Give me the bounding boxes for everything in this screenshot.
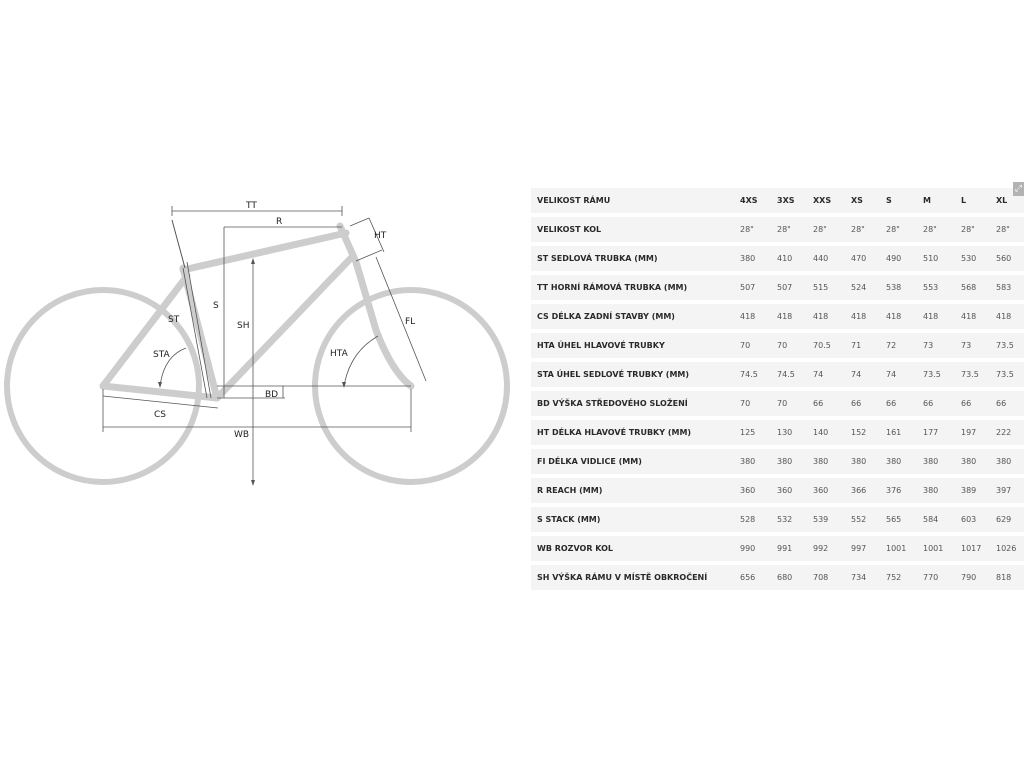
row-label: HT DÉLKA HLAVOVÉ TRUBKY (MM)	[537, 428, 692, 437]
table-cell: 507	[740, 283, 756, 292]
table-cell: 28"	[740, 225, 754, 234]
table-cell: 71	[851, 341, 862, 350]
table-cell: 629	[996, 515, 1012, 524]
table-cell: 565	[886, 515, 902, 524]
table-cell: 553	[923, 283, 939, 292]
table-cell: 1001	[886, 544, 907, 553]
table-cell: 418	[740, 312, 756, 321]
table-cell: 603	[961, 515, 977, 524]
table-cell: 418	[777, 312, 793, 321]
table-cell: 360	[813, 486, 829, 495]
row-label: HTA ÚHEL HLAVOVÉ TRUBKY	[537, 341, 665, 350]
table-cell: 74	[851, 370, 862, 379]
header-frame-size: VELIKOST RÁMU	[537, 196, 611, 205]
label-sta: STA	[153, 350, 170, 360]
table-cell: 70	[740, 399, 751, 408]
label-cs: CS	[154, 410, 166, 420]
table-cell: 470	[851, 254, 867, 263]
table-cell: 990	[740, 544, 756, 553]
table-cell: 73	[961, 341, 972, 350]
table-row	[531, 391, 1024, 416]
table-cell: 584	[923, 515, 939, 524]
expand-icon[interactable]: ⤢	[1014, 184, 1023, 194]
table-cell: 656	[740, 573, 756, 582]
table-cell: 380	[886, 457, 902, 466]
row-label: BD VÝŠKA STŘEDOVÉHO SLOŽENÍ	[537, 399, 688, 408]
table-cell: 70	[777, 341, 788, 350]
row-label: WB ROZVOR KOL	[537, 544, 614, 553]
table-cell: 539	[813, 515, 829, 524]
table-cell: 991	[777, 544, 793, 553]
table-cell: 73.5	[923, 370, 941, 379]
table-cell: 161	[886, 428, 902, 437]
label-st: ST	[168, 315, 180, 325]
table-cell: 74	[813, 370, 824, 379]
table-cell: 410	[777, 254, 793, 263]
table-cell: 380	[740, 457, 756, 466]
label-tt: TT	[246, 201, 257, 211]
table-cell: 397	[996, 486, 1012, 495]
table-row	[531, 304, 1024, 329]
table-cell: 73.5	[996, 341, 1014, 350]
table-cell: 66	[961, 399, 972, 408]
row-label: SH VÝŠKA RÁMU V MÍSTĚ OBKROČENÍ	[537, 573, 708, 582]
table-cell: 73.5	[996, 370, 1014, 379]
table-cell: 532	[777, 515, 793, 524]
table-row	[531, 275, 1024, 300]
table-cell: 70	[740, 341, 751, 350]
table-cell: 530	[961, 254, 977, 263]
header-size: 4XS	[740, 196, 758, 205]
table-cell: 752	[886, 573, 902, 582]
table-row	[531, 333, 1024, 358]
table-row	[531, 420, 1024, 445]
geometry-table-container	[531, 184, 1024, 594]
table-row	[531, 362, 1024, 387]
table-cell: 818	[996, 573, 1012, 582]
table-cell: 992	[813, 544, 829, 553]
table-cell: 66	[923, 399, 934, 408]
table-cell: 152	[851, 428, 867, 437]
row-label: STA ÚHEL SEDLOVÉ TRUBKY (MM)	[537, 370, 690, 379]
table-cell: 507	[777, 283, 793, 292]
table-cell: 528	[740, 515, 756, 524]
table-cell: 380	[851, 457, 867, 466]
table-row	[531, 565, 1024, 590]
table-cell: 74.5	[777, 370, 795, 379]
table-cell: 734	[851, 573, 867, 582]
table-cell: 583	[996, 283, 1012, 292]
table-cell: 73	[923, 341, 934, 350]
table-row	[531, 478, 1024, 503]
table-cell: 568	[961, 283, 977, 292]
table-cell: 418	[886, 312, 902, 321]
label-hta: HTA	[330, 349, 348, 359]
table-cell: 28"	[961, 225, 975, 234]
table-cell: 380	[961, 457, 977, 466]
table-cell: 418	[923, 312, 939, 321]
table-cell: 125	[740, 428, 756, 437]
table-row	[531, 507, 1024, 532]
header-size: XXS	[813, 196, 832, 205]
table-cell: 680	[777, 573, 793, 582]
table-cell: 418	[851, 312, 867, 321]
row-label: TT HORNÍ RÁMOVÁ TRUBKA (MM)	[537, 283, 688, 292]
row-label: FI DÉLKA VIDLICE (MM)	[537, 457, 642, 466]
header-size: M	[923, 196, 931, 205]
table-row	[531, 217, 1024, 242]
table-row	[531, 246, 1024, 271]
table-cell: 177	[923, 428, 939, 437]
table-cell: 510	[923, 254, 939, 263]
table-cell: 140	[813, 428, 829, 437]
table-row	[531, 449, 1024, 474]
table-cell: 515	[813, 283, 829, 292]
label-wb: WB	[234, 430, 250, 440]
table-cell: 380	[777, 457, 793, 466]
table-cell: 380	[813, 457, 829, 466]
table-cell: 418	[996, 312, 1012, 321]
table-cell: 538	[886, 283, 902, 292]
table-cell: 770	[923, 573, 939, 582]
header-size: L	[961, 196, 967, 205]
row-label: CS DÉLKA ZADNÍ STAVBY (MM)	[537, 312, 675, 321]
table-cell: 1017	[961, 544, 982, 553]
bike-frame	[103, 226, 411, 398]
table-cell: 74	[886, 370, 897, 379]
table-header-row	[531, 188, 1024, 213]
table-cell: 222	[996, 428, 1012, 437]
table-cell: 360	[777, 486, 793, 495]
table-cell: 560	[996, 254, 1012, 263]
header-size: XL	[996, 196, 1008, 205]
row-label: R REACH (MM)	[537, 486, 603, 495]
table-cell: 74.5	[740, 370, 758, 379]
table-cell: 997	[851, 544, 867, 553]
table-cell: 380	[923, 457, 939, 466]
table-cell: 380	[996, 457, 1012, 466]
geometry-table	[531, 184, 1024, 594]
table-cell: 790	[961, 573, 977, 582]
table-row	[531, 536, 1024, 561]
table-cell: 360	[740, 486, 756, 495]
row-label: VELIKOST KOL	[537, 225, 602, 234]
table-cell: 66	[886, 399, 897, 408]
table-cell: 70	[777, 399, 788, 408]
table-cell: 418	[813, 312, 829, 321]
table-cell: 524	[851, 283, 867, 292]
table-cell: 389	[961, 486, 977, 495]
label-ht: HT	[374, 231, 387, 241]
table-cell: 28"	[851, 225, 865, 234]
label-bd: BD	[265, 390, 279, 400]
header-size: 3XS	[777, 196, 795, 205]
table-cell: 197	[961, 428, 977, 437]
table-cell: 708	[813, 573, 829, 582]
table-cell: 73.5	[961, 370, 979, 379]
table-cell: 490	[886, 254, 902, 263]
table-cell: 552	[851, 515, 867, 524]
table-cell: 28"	[923, 225, 937, 234]
header-size: XS	[851, 196, 863, 205]
table-cell: 70.5	[813, 341, 831, 350]
header-size: S	[886, 196, 892, 205]
table-cell: 66	[996, 399, 1007, 408]
row-label: ST SEDLOVÁ TRUBKA (MM)	[537, 254, 658, 263]
row-label: S STACK (MM)	[537, 515, 601, 524]
table-cell: 366	[851, 486, 867, 495]
table-cell: 380	[923, 486, 939, 495]
table-cell: 418	[961, 312, 977, 321]
table-cell: 1001	[923, 544, 944, 553]
label-fl: FL	[405, 317, 416, 327]
table-cell: 380	[740, 254, 756, 263]
seatpost	[172, 220, 185, 268]
label-sh: SH	[237, 321, 250, 331]
table-cell: 28"	[996, 225, 1010, 234]
table-cell: 376	[886, 486, 902, 495]
table-cell: 440	[813, 254, 829, 263]
table-cell: 28"	[886, 225, 900, 234]
table-cell: 66	[813, 399, 824, 408]
table-cell: 66	[851, 399, 862, 408]
table-cell: 28"	[813, 225, 827, 234]
table-cell: 130	[777, 428, 793, 437]
label-s: S	[213, 301, 219, 311]
label-r: R	[276, 217, 283, 227]
table-cell: 1026	[996, 544, 1017, 553]
table-cell: 72	[886, 341, 897, 350]
table-cell: 28"	[777, 225, 791, 234]
